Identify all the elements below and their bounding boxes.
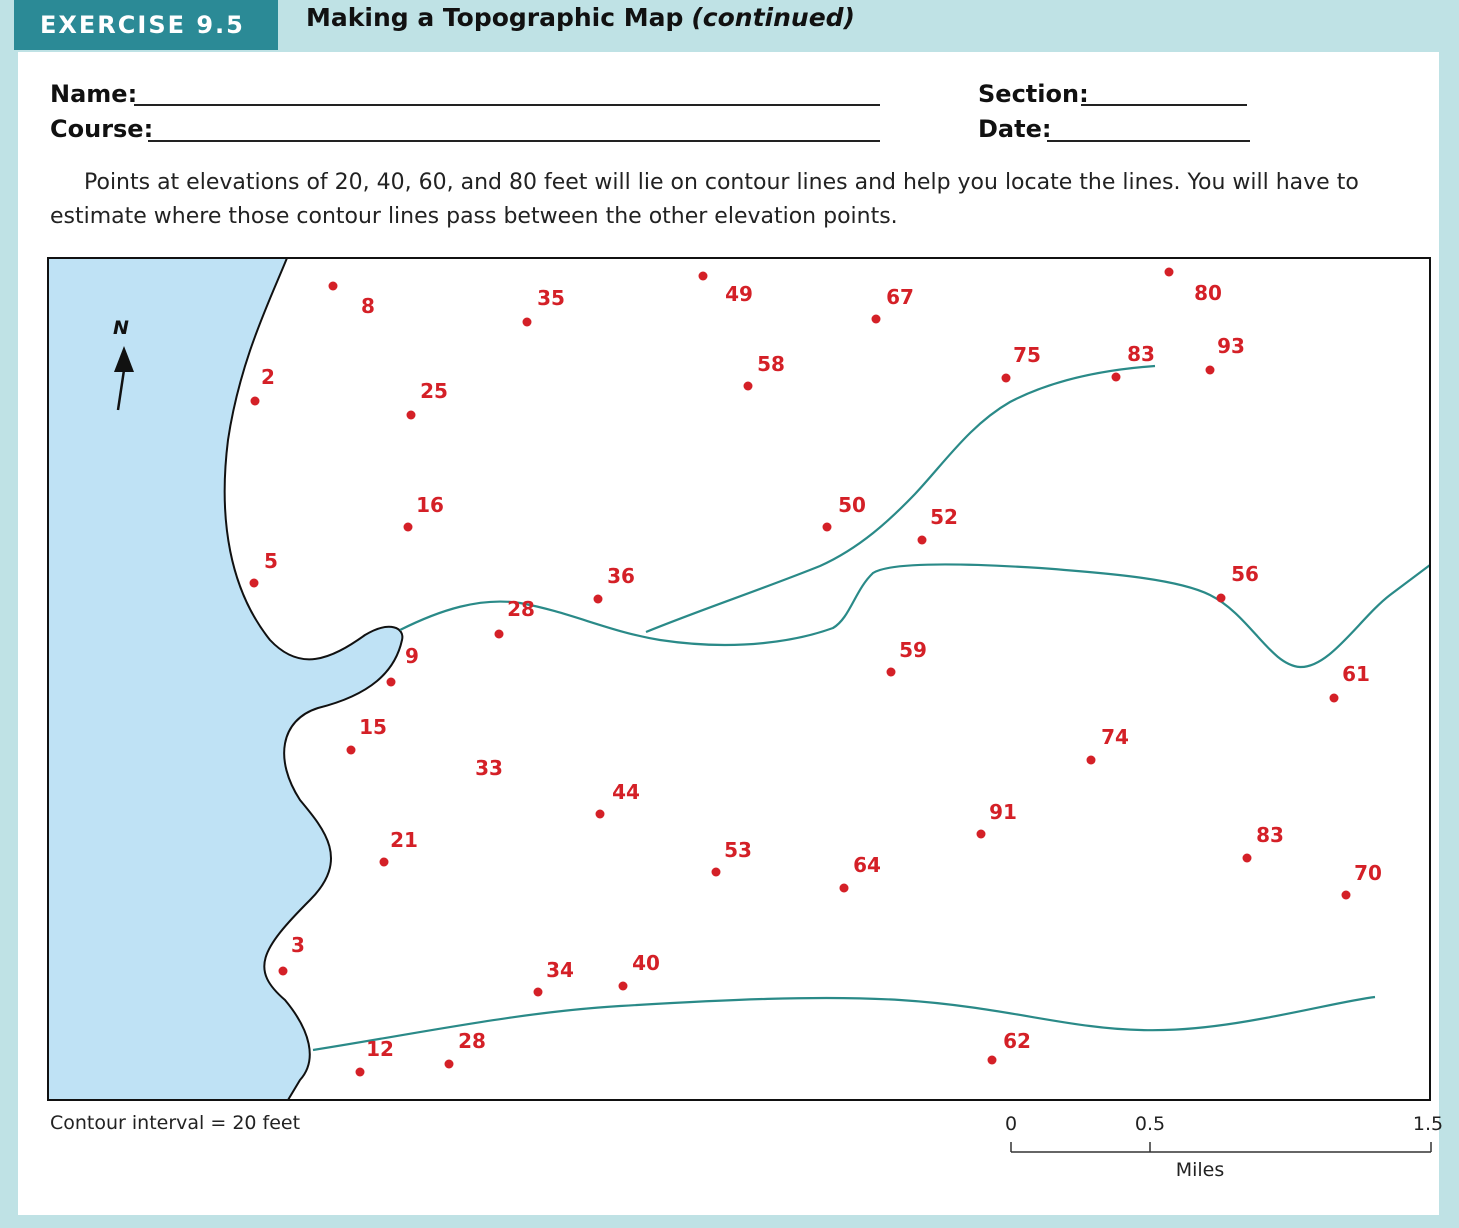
elevation-dot bbox=[1165, 268, 1174, 277]
elevation-dot bbox=[744, 382, 753, 391]
elevation-point bbox=[712, 838, 752, 877]
scale-bar bbox=[1011, 1142, 1431, 1152]
elevation-point bbox=[380, 828, 418, 867]
elevation-point bbox=[1206, 334, 1245, 375]
elevation-label: 80 bbox=[1194, 281, 1222, 305]
elevation-point bbox=[534, 958, 574, 997]
elevation-point bbox=[840, 853, 881, 893]
contour-line-40-north bbox=[646, 366, 1155, 632]
elevation-point bbox=[329, 282, 375, 319]
elevation-label: 64 bbox=[853, 853, 881, 877]
elevation-dot bbox=[279, 967, 288, 976]
elevation-dot bbox=[712, 868, 721, 877]
elevation-point bbox=[475, 756, 503, 780]
elevation-dot bbox=[250, 579, 259, 588]
name-label: Name: bbox=[50, 80, 138, 108]
elevation-dot bbox=[356, 1068, 365, 1077]
contour-interval-note: Contour interval = 20 feet bbox=[50, 1112, 301, 1134]
elevation-label: 67 bbox=[886, 285, 914, 309]
elevation-label: 33 bbox=[475, 756, 503, 780]
title-suffix: (continued) bbox=[691, 2, 855, 32]
elevation-dot bbox=[1087, 756, 1096, 765]
elevation-label: 3 bbox=[291, 933, 305, 957]
elevation-dot bbox=[1330, 694, 1339, 703]
elevation-label: 44 bbox=[612, 780, 640, 804]
contour-lines bbox=[313, 366, 1430, 1050]
elevation-point bbox=[1342, 861, 1382, 900]
ocean bbox=[48, 258, 402, 1100]
elevation-dot bbox=[534, 988, 543, 997]
elevation-dot bbox=[329, 282, 338, 291]
elevation-label: 12 bbox=[366, 1037, 394, 1061]
elevation-point bbox=[407, 379, 448, 420]
elevation-dot bbox=[380, 858, 389, 867]
scale-unit: Miles bbox=[1175, 1159, 1225, 1181]
elevation-dot bbox=[445, 1060, 454, 1069]
elevation-dot bbox=[1243, 854, 1252, 863]
elevation-label: 35 bbox=[537, 286, 565, 310]
elevation-dot bbox=[699, 272, 708, 281]
elevation-dot bbox=[347, 746, 356, 755]
elevation-dot bbox=[251, 397, 260, 406]
elevation-label: 34 bbox=[546, 958, 574, 982]
elevation-label: 15 bbox=[359, 715, 387, 739]
elevation-point bbox=[1002, 343, 1041, 383]
elevation-label: 83 bbox=[1127, 342, 1155, 366]
elevation-label: 61 bbox=[1342, 662, 1370, 686]
north-label: N bbox=[113, 317, 129, 339]
elevation-points bbox=[250, 268, 1382, 1077]
scale-label-0: 0 bbox=[1004, 1113, 1018, 1135]
elevation-dot bbox=[918, 536, 927, 545]
elevation-label: 16 bbox=[416, 493, 444, 517]
elevation-dot bbox=[823, 523, 832, 532]
elevation-label: 56 bbox=[1231, 562, 1259, 586]
elevation-point bbox=[1165, 268, 1222, 306]
elevation-label: 58 bbox=[757, 352, 785, 376]
elevation-dot bbox=[387, 678, 396, 687]
course-label: Course: bbox=[50, 115, 154, 143]
elevation-label: 75 bbox=[1013, 343, 1041, 367]
elevation-dot bbox=[887, 668, 896, 677]
elevation-label: 52 bbox=[930, 505, 958, 529]
elevation-dot bbox=[1206, 366, 1215, 375]
elevation-point bbox=[744, 352, 785, 391]
elevation-dot bbox=[594, 595, 603, 604]
elevation-label: 49 bbox=[725, 282, 753, 306]
scale-label-0-5: 0.5 bbox=[1134, 1113, 1166, 1135]
elevation-label: 93 bbox=[1217, 334, 1245, 358]
elevation-point bbox=[1330, 662, 1370, 703]
section-label: Section: bbox=[978, 80, 1089, 108]
elevation-point bbox=[495, 597, 535, 639]
elevation-label: 28 bbox=[507, 597, 535, 621]
elevation-label: 50 bbox=[838, 493, 866, 517]
elevation-point bbox=[619, 951, 660, 991]
elevation-dot bbox=[1217, 594, 1226, 603]
title-main: Making a Topographic Map bbox=[306, 2, 684, 32]
elevation-label: 28 bbox=[458, 1029, 486, 1053]
elevation-label: 25 bbox=[420, 379, 448, 403]
elevation-dot bbox=[872, 315, 881, 324]
elevation-point bbox=[1217, 562, 1259, 603]
elevation-point bbox=[823, 493, 866, 532]
elevation-label: 74 bbox=[1101, 725, 1129, 749]
elevation-point bbox=[699, 272, 753, 307]
elevation-dot bbox=[495, 630, 504, 639]
elevation-dot bbox=[1342, 891, 1351, 900]
elevation-point bbox=[250, 549, 278, 588]
elevation-label: 59 bbox=[899, 638, 927, 662]
elevation-dot bbox=[988, 1056, 997, 1065]
elevation-dot bbox=[1002, 374, 1011, 383]
elevation-label: 91 bbox=[989, 800, 1017, 824]
elevation-label: 8 bbox=[361, 294, 375, 318]
elevation-dot bbox=[1112, 373, 1121, 382]
elevation-label: 36 bbox=[607, 564, 635, 588]
elevation-point bbox=[1087, 725, 1129, 765]
elevation-label: 62 bbox=[1003, 1029, 1031, 1053]
elevation-label: 53 bbox=[724, 838, 752, 862]
elevation-dot bbox=[596, 810, 605, 819]
elevation-dot bbox=[840, 884, 849, 893]
elevation-label: 21 bbox=[390, 828, 418, 852]
elevation-label: 2 bbox=[261, 365, 275, 389]
elevation-point bbox=[404, 493, 444, 532]
elevation-point bbox=[523, 286, 565, 327]
elevation-label: 83 bbox=[1256, 823, 1284, 847]
elevation-point bbox=[594, 564, 635, 604]
elevation-point bbox=[445, 1029, 486, 1069]
date-label: Date: bbox=[978, 115, 1052, 143]
elevation-dot bbox=[523, 318, 532, 327]
elevation-point bbox=[347, 715, 387, 755]
elevation-point bbox=[279, 933, 305, 976]
elevation-label: 40 bbox=[632, 951, 660, 975]
elevation-point bbox=[251, 365, 275, 406]
elevation-dot bbox=[619, 982, 628, 991]
scale-label-1-5: 1.5 bbox=[1412, 1113, 1444, 1135]
elevation-label: 70 bbox=[1354, 861, 1382, 885]
elevation-dot bbox=[404, 523, 413, 532]
elevation-point bbox=[1243, 823, 1284, 863]
elevation-point bbox=[977, 800, 1017, 839]
elevation-label: 5 bbox=[264, 549, 278, 573]
elevation-dot bbox=[407, 411, 416, 420]
elevation-point bbox=[887, 638, 927, 677]
exercise-badge: EXERCISE 9.5 bbox=[14, 0, 278, 50]
instructions-text: Points at elevations of 20, 40, 60, and 80 feet will lie on contour lines and help you locate the lines. You will have to estimate where those contour lines pass between the other elevation points. bbox=[50, 170, 1359, 229]
elevation-point bbox=[596, 780, 640, 819]
elevation-point bbox=[918, 505, 958, 545]
elevation-point bbox=[872, 285, 914, 324]
elevation-point bbox=[1112, 342, 1155, 382]
elevation-label: 9 bbox=[405, 644, 419, 668]
elevation-point bbox=[988, 1029, 1031, 1065]
elevation-dot bbox=[977, 830, 986, 839]
